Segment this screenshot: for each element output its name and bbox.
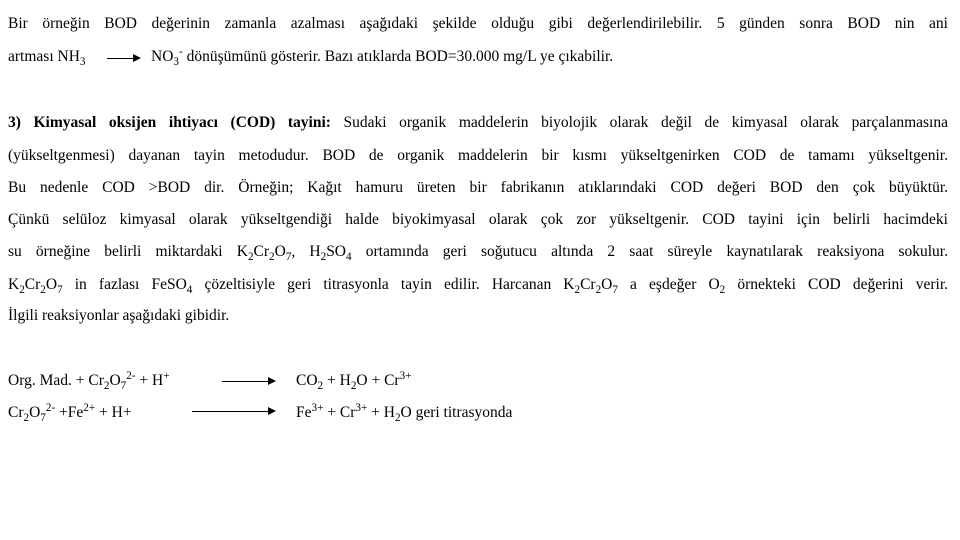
subscript: 2 — [320, 250, 327, 263]
text: İlgili reaksiyonlar aşağıdaki gibidir. — [8, 307, 230, 324]
subscript: 2 — [574, 283, 581, 296]
superscript: 3+ — [355, 401, 368, 414]
subscript: 2 — [19, 283, 25, 296]
text: Bu nedenle COD >BOD dir. Örneğin; Kağıt hamuru üreten bir fabrikanın atıklarındaki COD değeri BOD den çok büyüktür. — [8, 179, 948, 196]
reaction-2-reactants — [8, 403, 132, 423]
text: , H — [291, 243, 321, 260]
reaction-2-arrow-icon — [192, 411, 274, 412]
subscript: 7 — [285, 250, 292, 263]
subscript: 2 — [269, 250, 275, 263]
paragraph-2-line-7 — [8, 306, 229, 326]
superscript: 3+ — [311, 401, 324, 414]
subscript: 2 — [23, 411, 30, 424]
text: Sudaki organik maddelerin biyolojik olarak değil de kimyasal olarak parçalanmasına — [330, 114, 948, 131]
subscript: 2 — [40, 283, 46, 296]
subscript: 7 — [120, 379, 127, 392]
paragraph-2-line-3 — [8, 178, 948, 198]
text: artması NH — [8, 48, 80, 65]
text: in fazlası FeSO — [62, 276, 187, 293]
text: + H+ — [95, 404, 132, 421]
superscript: 2+ — [83, 401, 96, 414]
subscript: 3 — [79, 55, 86, 68]
subscript: 2 — [247, 250, 254, 263]
text: O — [109, 372, 121, 389]
text: (yükseltgenmesi) dayanan tayin metodudur. BOD de organik maddelerin bir kısmı yükseltgenirken COD de tamamı yükseltgenir. — [8, 147, 948, 164]
text: + Cr — [323, 404, 356, 421]
subscript: 2 — [350, 379, 357, 392]
reaction-1-reactants — [8, 371, 170, 391]
text: CO — [296, 372, 318, 389]
text: Çünkü selüloz kimyasal olarak yükseltgendiği halde biyokimyasal olarak çok zor yükseltgenir. COD tayini için belirli hacimdeki — [8, 211, 948, 228]
text: NO — [151, 48, 174, 65]
text: Org. Mad. + Cr — [8, 372, 104, 389]
paragraph-1-line-2-end — [151, 47, 613, 67]
text: dönüşümünü gösterir. Bazı atıklarda BOD=30.000 mg/L ye çıkabilir. — [182, 48, 614, 65]
superscript: - — [178, 45, 183, 58]
text: + H — [323, 372, 351, 389]
reaction-2-products — [296, 403, 512, 423]
text: Cr — [580, 276, 596, 293]
subscript: 2 — [103, 379, 110, 392]
text: Bir örneğin BOD değerinin zamanla azalması aşağıdaki şekilde olduğu gibi değerlendirilebilir. 5 günden sonra BOD nin ani — [8, 15, 948, 32]
paragraph-2-line-2 — [8, 146, 948, 166]
text: örnekteki COD değerini verir. — [725, 276, 948, 293]
superscript: 3+ — [399, 369, 412, 382]
subscript: 4 — [186, 283, 193, 296]
paragraph-1-line-1 — [8, 14, 948, 34]
text: O + Cr — [356, 372, 400, 389]
text: O — [274, 243, 286, 260]
paragraph-2-line-5 — [8, 242, 948, 262]
text: O — [45, 276, 58, 293]
text: Cr — [24, 276, 41, 293]
superscript: 2- — [126, 369, 136, 382]
superscript: 2- — [45, 401, 56, 414]
text: O — [601, 276, 613, 293]
text: a eşdeğer O — [617, 276, 720, 293]
text: Cr — [253, 243, 270, 260]
text: su örneğine belirli miktardaki K — [8, 243, 248, 260]
reaction-arrow-icon — [107, 58, 139, 59]
text: SO — [326, 243, 347, 260]
subscript: 3 — [173, 55, 179, 68]
section-heading: 3) Kimyasal oksijen ihtiyacı (COD) tayini: — [8, 114, 331, 131]
text: ortamında geri soğutucu altında 2 saat süreyle kaynatılarak reaksiyona sokulur. — [351, 243, 948, 260]
text: + H — [367, 404, 395, 421]
paragraph-2-line-1 — [8, 113, 948, 133]
subscript: 7 — [57, 283, 63, 296]
superscript: + — [163, 369, 170, 382]
text: çözeltisiyle geri titrasyonla tayin edilir. Harcanan K — [192, 276, 575, 293]
subscript: 7 — [40, 411, 46, 424]
subscript: 7 — [612, 283, 618, 296]
text: K — [8, 276, 20, 293]
text: O geri titrasyonda — [400, 404, 513, 421]
subscript: 2 — [719, 283, 726, 296]
text: Fe — [296, 404, 312, 421]
subscript: 2 — [595, 283, 602, 296]
subscript: 2 — [394, 411, 401, 424]
reaction-1-arrow-icon — [222, 381, 274, 382]
text: + H — [135, 372, 164, 389]
text: Cr — [8, 404, 24, 421]
text: +Fe — [55, 404, 84, 421]
paragraph-2-line-6 — [8, 275, 948, 295]
text: O — [29, 404, 41, 421]
paragraph-1-line-2-start — [8, 47, 85, 67]
subscript: 4 — [346, 250, 352, 263]
subscript: 2 — [317, 379, 324, 392]
paragraph-2-line-4 — [8, 210, 948, 230]
reaction-1-products — [296, 371, 411, 391]
